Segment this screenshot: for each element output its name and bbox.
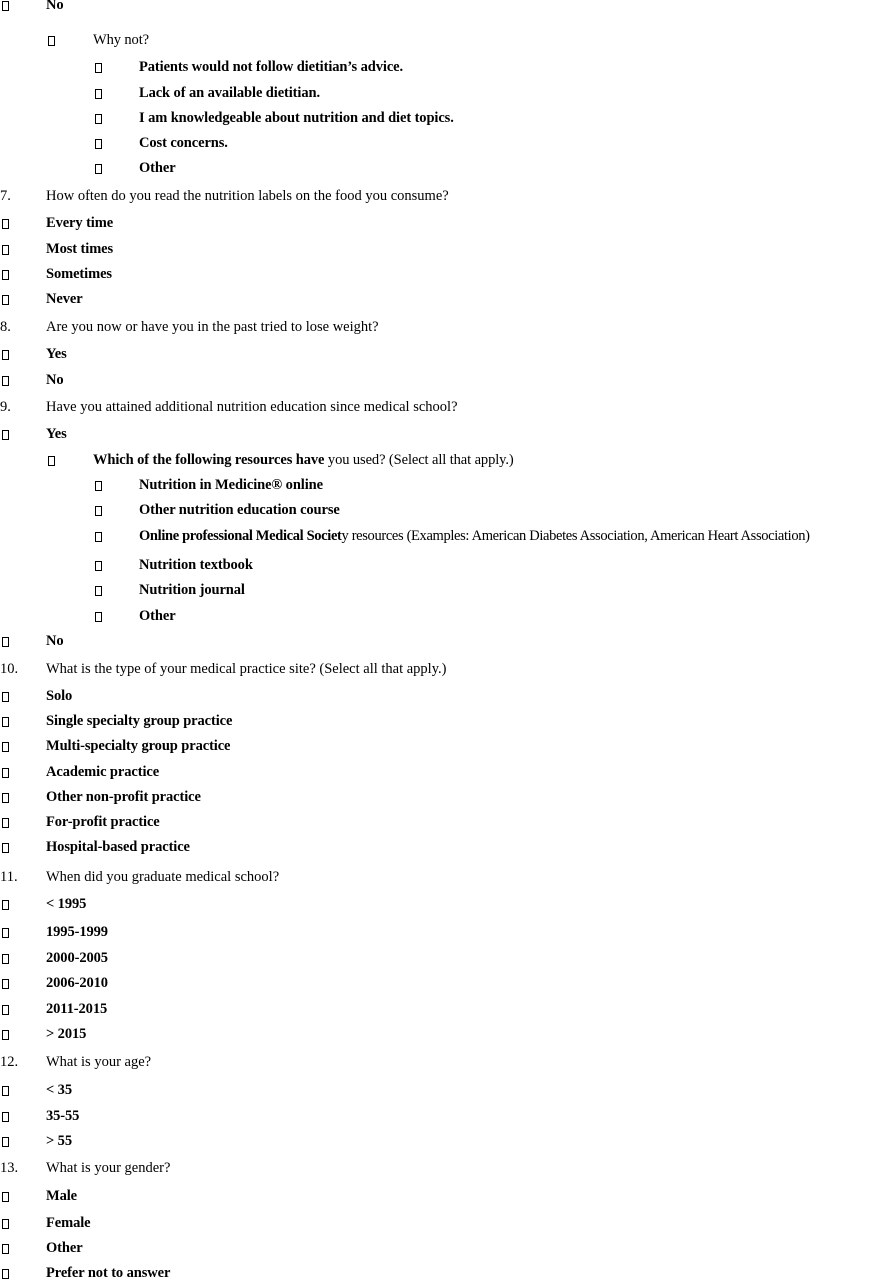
question-text: Are you now or have you in the past tried to lose weight? [46, 319, 379, 335]
checkbox[interactable] [2, 270, 9, 280]
option-label: 2006-2010 [46, 975, 108, 991]
checkbox[interactable] [95, 63, 102, 73]
option-label: Lack of an available dietitian. [139, 85, 320, 101]
question-text: What is your age? [46, 1054, 152, 1070]
checkbox[interactable] [2, 742, 9, 752]
checkbox[interactable] [95, 89, 102, 99]
checkbox[interactable] [2, 1, 9, 11]
checkbox[interactable] [2, 1112, 9, 1122]
option-label: Nutrition in Medicine® online [139, 477, 323, 493]
checkbox[interactable] [2, 979, 9, 989]
option-label: Hospital-based practice [46, 839, 190, 855]
option-label: Cost concerns. [139, 135, 228, 151]
option-label: < 35 [46, 1082, 72, 1098]
option-label: Other non-profit practice [46, 789, 201, 805]
option-label: 35-55 [46, 1108, 80, 1124]
question-number: 10. [0, 661, 19, 677]
question-number: 13. [0, 1160, 19, 1176]
checkbox[interactable] [2, 376, 9, 386]
question-text: What is your gender? [46, 1160, 171, 1176]
sub-question-label [93, 452, 514, 469]
option-label: 2000-2005 [46, 950, 108, 966]
question-number: 8. [0, 319, 11, 335]
option-label: 1995-1999 [46, 924, 108, 940]
checkbox[interactable] [2, 900, 9, 910]
option-label: < 1995 [46, 896, 87, 912]
option-label: 2011-2015 [46, 1001, 108, 1017]
option-label: Nutrition journal [139, 582, 245, 598]
option-label: Yes [46, 346, 67, 362]
checkbox[interactable] [95, 561, 102, 571]
checkbox[interactable] [2, 295, 9, 305]
option-label: Other [46, 1240, 83, 1256]
checkbox[interactable] [95, 586, 102, 596]
checkbox[interactable] [2, 1192, 9, 1202]
checkbox[interactable] [2, 793, 9, 803]
option-label: Nutrition textbook [139, 557, 253, 573]
checkbox[interactable] [2, 1030, 9, 1040]
sub-question-plain: you used? (Select all that apply.) [324, 452, 514, 468]
checkbox[interactable] [95, 164, 102, 174]
option-label: Multi-specialty group practice [46, 738, 231, 754]
checkbox[interactable] [48, 36, 55, 46]
option-label: No [46, 0, 64, 13]
option-label: Solo [46, 688, 73, 704]
society-bold: Online professional Medical Societ [139, 528, 342, 544]
question-text: How often do you read the nutrition labels on the food you consume? [46, 188, 449, 204]
option-label: Female [46, 1215, 91, 1231]
checkbox[interactable] [2, 430, 9, 440]
checkbox[interactable] [95, 506, 102, 516]
checkbox[interactable] [2, 350, 9, 360]
checkbox[interactable] [95, 532, 102, 542]
checkbox[interactable] [95, 612, 102, 622]
society-plain: y resources (Examples: American Diabetes Association, American Heart Association) [341, 528, 810, 544]
option-label: Other [139, 160, 176, 176]
option-label: Yes [46, 426, 67, 442]
option-label: For-profit practice [46, 814, 160, 830]
option-label: I am knowledgeable about nutrition and diet topics. [139, 110, 454, 126]
option-label: Single specialty group practice [46, 713, 233, 729]
checkbox[interactable] [2, 245, 9, 255]
option-label: No [46, 372, 64, 388]
checkbox[interactable] [2, 717, 9, 727]
option-label: > 55 [46, 1133, 72, 1149]
checkbox[interactable] [2, 637, 9, 647]
question-number: 9. [0, 399, 11, 415]
question-text: When did you graduate medical school? [46, 869, 280, 885]
question-text: What is the type of your medical practice site? (Select all that apply.) [46, 661, 447, 677]
checkbox[interactable] [95, 139, 102, 149]
checkbox[interactable] [95, 114, 102, 124]
checkbox[interactable] [2, 928, 9, 938]
option-label: Sometimes [46, 266, 112, 282]
checkbox[interactable] [2, 768, 9, 778]
option-label: Patients would not follow dietitian’s advice. [139, 59, 404, 75]
option-label: Academic practice [46, 764, 160, 780]
sub-question-bold: Which of the following resources have [93, 452, 325, 468]
checkbox[interactable] [2, 1244, 9, 1254]
option-label: Other [139, 608, 176, 624]
option-label: Why not? [93, 32, 149, 48]
question-number: 11. [0, 869, 18, 885]
option-label: No [46, 633, 64, 649]
checkbox[interactable] [95, 481, 102, 491]
checkbox[interactable] [2, 1005, 9, 1015]
option-label: > 2015 [46, 1026, 87, 1042]
option-label: Never [46, 291, 83, 307]
checkbox[interactable] [2, 1269, 9, 1279]
option-label: Prefer not to answer [46, 1265, 171, 1281]
option-label [139, 528, 810, 545]
option-label: Every time [46, 215, 114, 231]
checkbox[interactable] [2, 1219, 9, 1229]
option-label: Other nutrition education course [139, 502, 340, 518]
checkbox[interactable] [2, 219, 9, 229]
checkbox[interactable] [2, 692, 9, 702]
checkbox[interactable] [2, 1137, 9, 1147]
checkbox[interactable] [2, 954, 9, 964]
checkbox[interactable] [2, 843, 9, 853]
checkbox[interactable] [48, 456, 55, 466]
question-text: Have you attained additional nutrition education since medical school? [46, 399, 458, 415]
checkbox[interactable] [2, 818, 9, 828]
question-number: 7. [0, 188, 11, 204]
option-label: Male [46, 1188, 78, 1204]
checkbox[interactable] [2, 1086, 9, 1096]
question-number: 12. [0, 1054, 19, 1070]
option-label: Most times [46, 241, 114, 257]
